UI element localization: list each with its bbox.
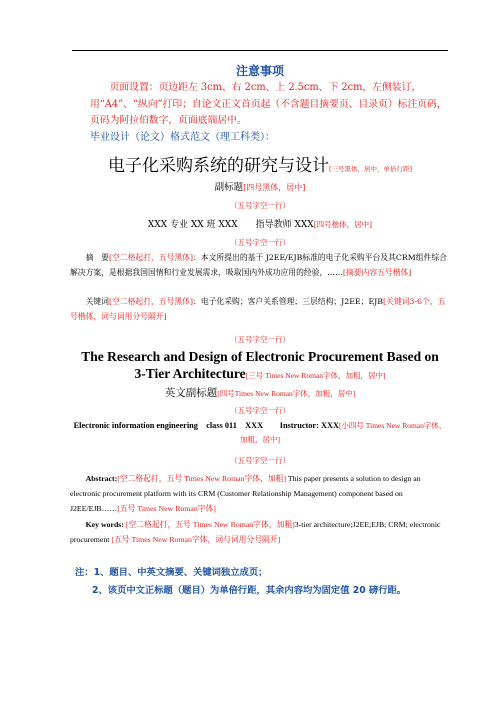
english-keywords: [70, 517, 450, 547]
english-author-note: [小四号 Times New Roman字体，加粗，居中]: [240, 421, 447, 444]
chinese-keywords-label: 关键词: [85, 297, 109, 306]
chinese-abstract-label: 摘 要: [85, 253, 109, 262]
notice-body: 页面设置：页边距左 3cm、右 2cm、上 2.5cm、下 2cm，左侧装订，用“A4”、“纵向”打印；自论文正文首页起（不含题目摘要页、目录页）标注页码，页码为阿拉伯数字，页面底端居中。: [90, 82, 447, 126]
english-title-note: [三号 Times New Roman字体，加粗，居中]: [245, 371, 386, 380]
chinese-title: [70, 151, 450, 176]
english-keywords-label-note: [空二格起打，五号 Times New Roman字体，加粗]: [123, 520, 295, 529]
chinese-title-note: [三号黑体，居中，单倍行距]: [328, 165, 413, 173]
chinese-abstract: [70, 250, 450, 280]
blank-line-note-2: （五号字空一行）: [230, 238, 290, 247]
english-abstract-label: Abstract:: [85, 474, 118, 483]
chinese-title-text: 电子化采购系统的研究与设计: [107, 156, 329, 176]
english-subtitle-text: 英文副标题: [164, 387, 218, 399]
english-subtitle: [70, 385, 450, 400]
notice-title: 注意事项: [235, 64, 284, 78]
top-rule: [72, 50, 448, 51]
chinese-subtitle-note: [四号黑体，居中]: [243, 183, 306, 192]
chinese-abstract-text: ：本文所提出的基于 J2EE/EJB标准的电子化采购平台及其CRM组件综合解决方案，是根据我国国情和行业发展需求，吸取国内外成功应用的经验，……: [70, 253, 447, 277]
blank-line-note-4: （五号字空一行）: [230, 406, 290, 415]
blank-line-note-1: （五号字空一行）: [230, 201, 290, 210]
chinese-keywords-note: [关键词3-6个，五号楷体，词与词用分号隔开]: [70, 297, 446, 321]
english-author-text: Electronic information engineering class 011 XXX Instructor: XXX: [73, 421, 339, 430]
chinese-keywords-label-note: [空二格起打，五号黑体]: [108, 297, 194, 306]
sample-heading: 毕业设计（论文）格式范文（理工科类）：: [90, 132, 275, 143]
english-subtitle-note: [四号Times New Roman字体，加粗，居中]: [217, 389, 356, 398]
english-title-line-1: The Research and Design of Electronic Procurement Based on: [81, 349, 439, 364]
author-line-text: XXX 专业 XX 班 XXX 指导教师 XXX: [147, 220, 314, 230]
english-abstract-note: [五号 Times New Roman字体]: [117, 504, 216, 513]
chinese-keywords: [70, 294, 450, 324]
english-abstract-label-note: [空二格起打，五号 Times New Roman字体，加粗]: [117, 474, 287, 483]
english-keywords-label: Key words:: [85, 520, 124, 529]
author-line: [70, 217, 450, 230]
chinese-subtitle: [70, 179, 450, 193]
english-author-line: [70, 419, 450, 447]
chinese-subtitle-text: 副标题: [214, 182, 244, 193]
chinese-keywords-text: ：电子化采购；客户关系管理；三层结构；J2EE；EJB: [193, 297, 383, 306]
english-keywords-note: [五号 Times New Roman字体，词与词用分号隔开]: [111, 535, 281, 544]
blank-line-note-5: （五号字空一行）: [230, 456, 290, 465]
blank-line-note-3: （五号字空一行）: [230, 335, 290, 344]
author-line-note: [四号楷体，居中]: [313, 220, 373, 229]
english-abstract: [70, 471, 450, 516]
english-title-line-2: [60, 366, 460, 382]
english-title-line-2-text: 3-Tier Architecture: [134, 366, 246, 381]
english-abstract-text: This paper presents a solution to design an electronic procurement platform with its CRM (Customer Relationship Management) component based on J2EE/EJB……: [70, 474, 421, 513]
english-keywords-text: 3-tier architecture;J2EE;EJB; CRM; electronic procurement: [70, 520, 441, 544]
footnote-2: 2、该页中文正标题（题目）为单倍行距，其余内容均为固定值 20 磅行距。: [92, 585, 407, 596]
chinese-abstract-label-note: [空二格起打，五号黑体]: [108, 253, 194, 262]
footnote-1: 注：1、题目、中英文摘要、关键词独立成页；: [75, 567, 268, 578]
chinese-abstract-note: [摘要内容五号楷体]: [342, 268, 412, 277]
